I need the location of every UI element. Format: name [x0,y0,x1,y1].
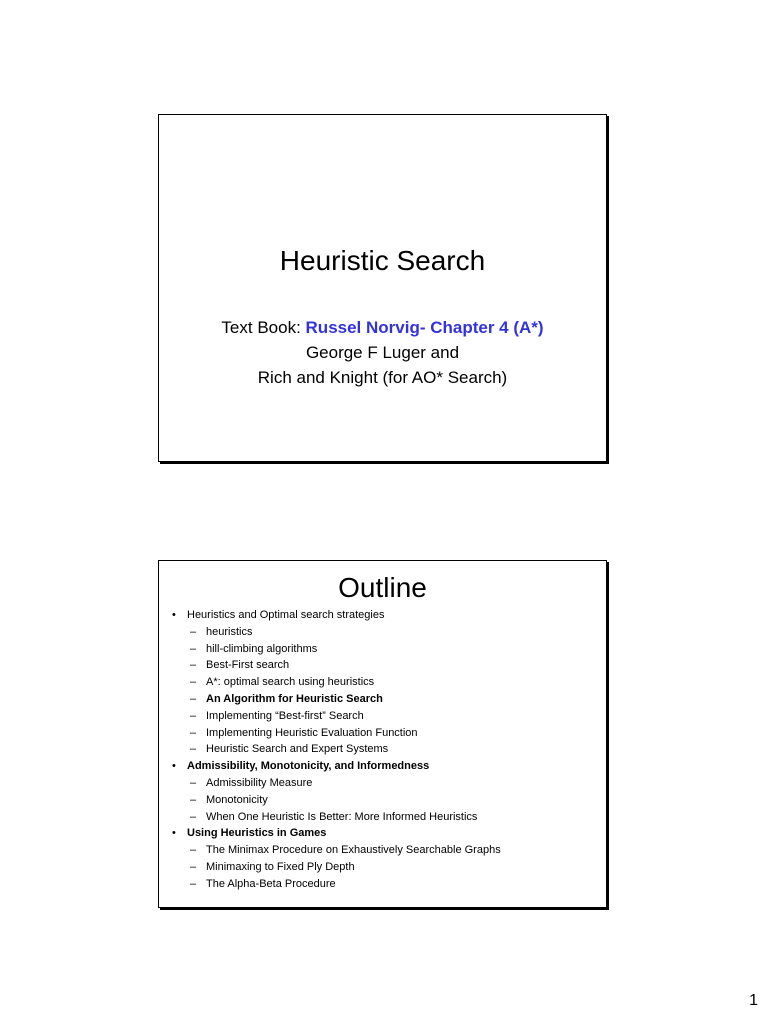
outline-subitem [172,641,592,658]
outline-item [172,607,592,624]
bullet-marker: • [172,609,176,621]
outline-item-text: heuristics [206,625,253,638]
outline-item-text: Admissibility, Monotonicity, and Informedness [187,760,430,773]
page-number: 1 [749,992,758,1009]
outline-item-text: Heuristic Search and Expert Systems [206,743,389,756]
outline-subitem [172,775,592,792]
dash-marker: – [190,810,197,823]
bullet-marker: • [172,760,176,773]
textbook-line [158,315,607,340]
dash-marker: – [190,877,197,890]
outline-title: Outline [338,572,427,603]
outline-item-text: Heuristics and Optimal search strategies [187,609,385,621]
outline-subitem [172,624,592,641]
bullet-marker: • [172,827,176,840]
outline-item [172,825,592,842]
dash-marker: – [190,659,197,672]
outline-item-text: An Algorithm for Heuristic Search [206,692,383,705]
outline-subitem [172,876,592,893]
outline-subitem [172,674,592,691]
outline-item-text: hill-climbing algorithms [206,642,318,655]
outline-item-text: The Alpha-Beta Procedure [206,877,336,890]
dash-marker: – [190,709,197,722]
slide-title-frame [158,114,607,462]
outline-list [172,607,592,893]
outline-item-text: A*: optimal search using heuristics [206,676,375,689]
textbook-info [158,315,607,390]
outline-subitem [172,657,592,674]
slide-title: Heuristic Search [279,245,486,276]
dash-marker: – [190,692,197,705]
textbook-prefix: Text Book: [221,318,306,337]
outline-item-text: Monotonicity [206,793,268,806]
dash-marker: – [190,776,197,789]
outline-subitem [172,792,592,809]
outline-subitem [172,708,592,725]
dash-marker: – [190,726,197,739]
outline-item-text: Best-First search [206,659,290,672]
outline-item-text: The Minimax Procedure on Exhaustively Searchable Graphs [206,844,501,857]
outline-item [172,758,592,775]
outline-subitem [172,842,592,859]
author-line-1: George F Luger and [305,343,460,362]
outline-subitem [172,741,592,758]
outline-item-text: Implementing Heuristic Evaluation Function [206,726,418,739]
textbook-highlight: Russel Norvig- Chapter 4 (A*) [305,318,544,337]
outline-subitem [172,725,592,742]
outline-item-text: Admissibility Measure [206,776,313,789]
outline-subitem [172,859,592,876]
author-line-2: Rich and Knight (for AO* Search) [257,368,508,387]
dash-marker: – [190,793,197,806]
dash-marker: – [190,860,197,873]
dash-marker: – [190,642,197,655]
outline-subitem [172,691,592,708]
outline-item-text: Implementing “Best-first” Search [206,709,364,722]
outline-item-text: Using Heuristics in Games [187,827,327,840]
outline-item-text: Minimaxing to Fixed Ply Depth [206,860,355,873]
dash-marker: – [190,625,197,638]
outline-subitem [172,809,592,826]
dash-marker: – [190,743,197,756]
dash-marker: – [190,844,197,857]
outline-item-text: When One Heuristic Is Better: More Informed Heuristics [206,810,478,823]
dash-marker: – [190,676,197,689]
